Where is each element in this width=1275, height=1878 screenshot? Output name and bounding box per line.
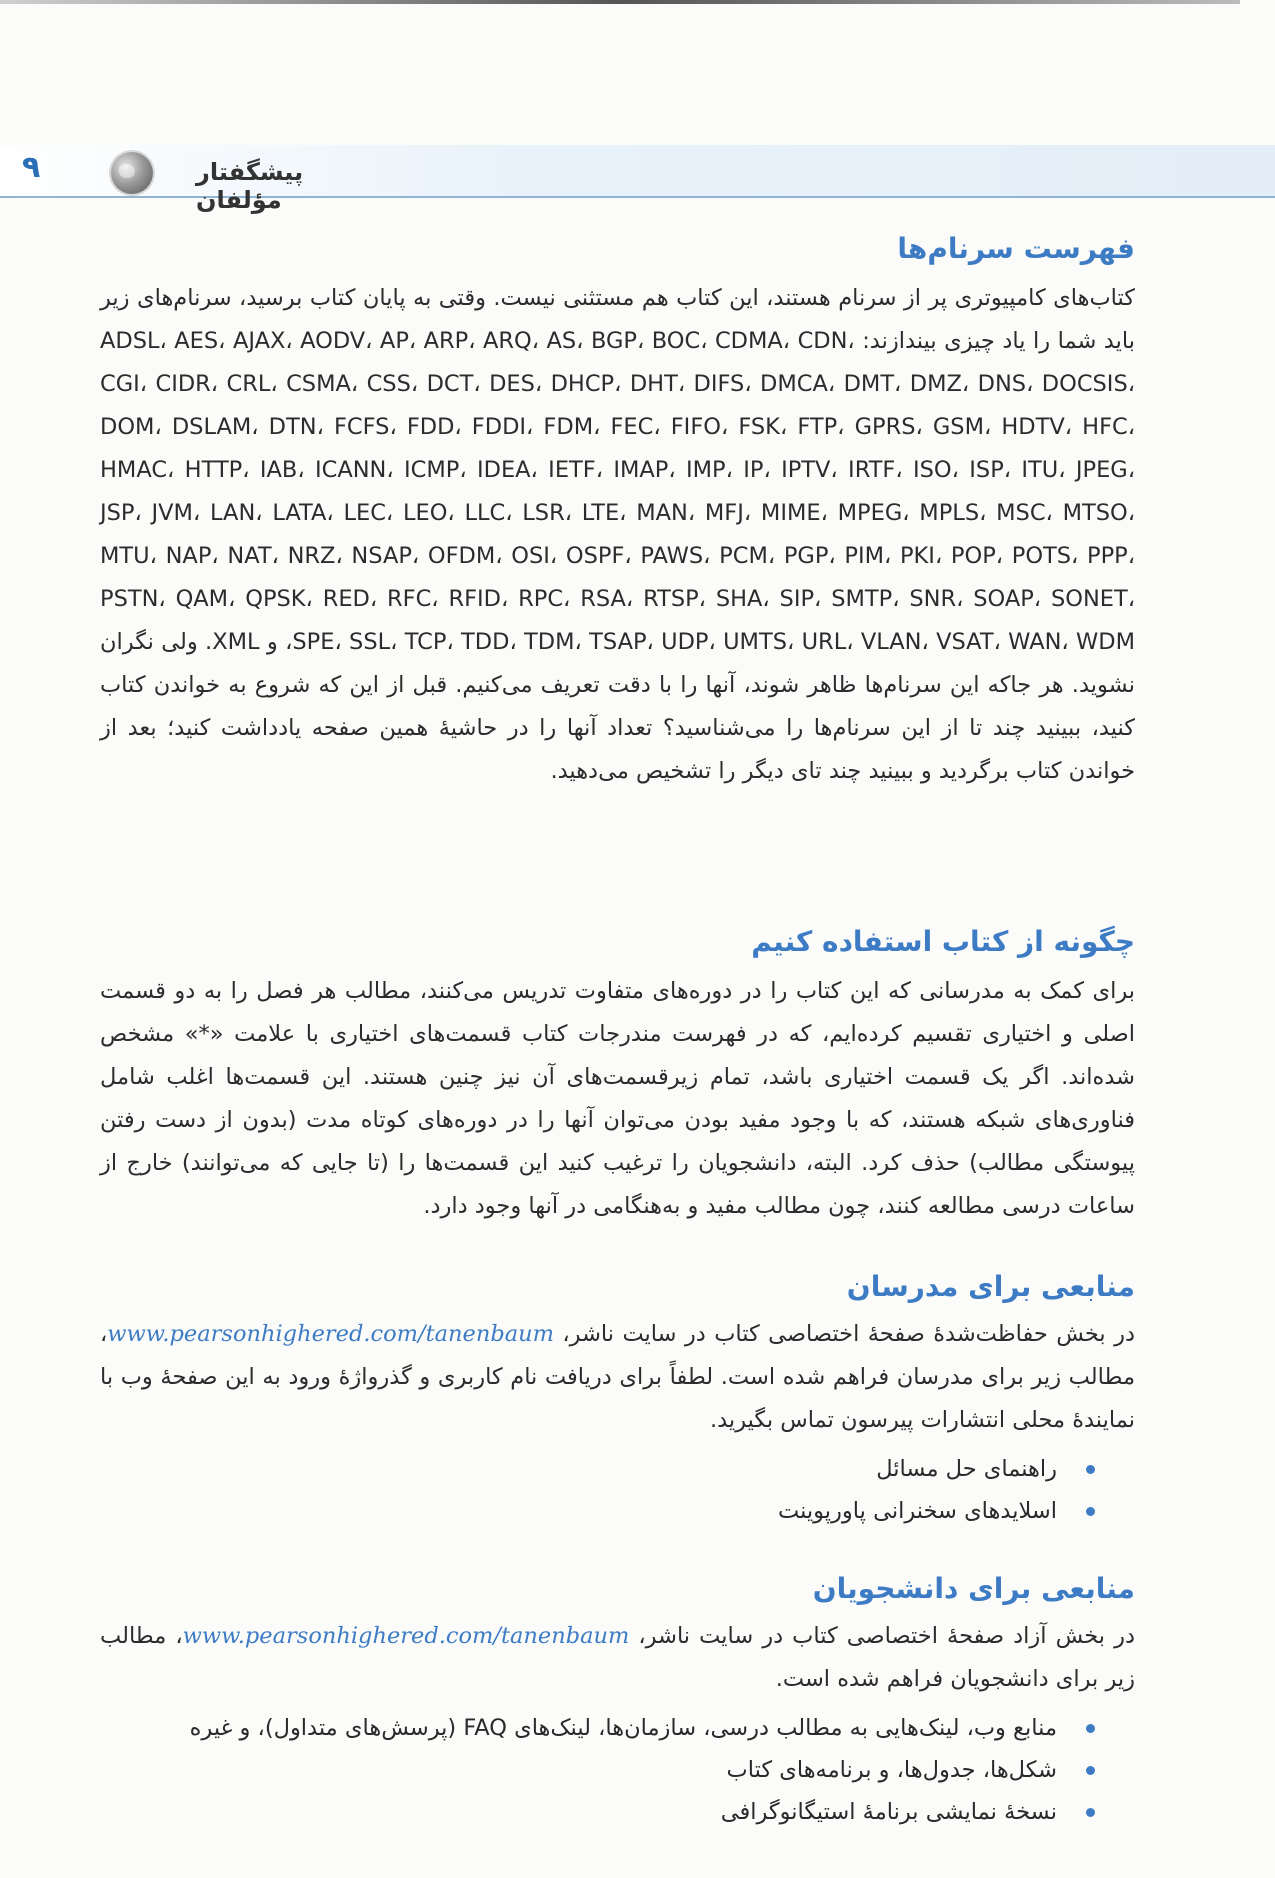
globe-icon [111, 152, 153, 194]
header-divider [0, 196, 1275, 198]
section-how-to-use [100, 925, 1135, 1228]
list-item: منابع وب، لینک‌هایی به مطالب درسی، سازمان‌ها، لینک‌های FAQ (پرسش‌های متداول)، و غیره [100, 1707, 1057, 1749]
header-band [0, 145, 1275, 197]
publisher-url-link[interactable]: www.pearsonhighered.com/tanenbaum [107, 1321, 554, 1347]
instructor-paragraph [100, 1313, 1135, 1442]
section-title: منابعی برای مدرسان [846, 1270, 1135, 1303]
section-student-resources [100, 1572, 1135, 1833]
page-number: ۹ [22, 150, 41, 185]
section-instructor-resources [100, 1270, 1135, 1532]
top-rule [0, 0, 1240, 4]
paragraph-text: ، مطالب زیر برای دانشجویان فراهم شده است. [100, 1623, 1135, 1692]
section-acronyms [100, 232, 1135, 793]
student-resource-list [100, 1707, 1135, 1833]
list-item: شکل‌ها، جدول‌ها، و برنامه‌های کتاب [100, 1749, 1057, 1791]
instructor-resource-list [100, 1448, 1135, 1532]
paragraph-text: کتاب‌های کامپیوتری پر از سرنام هستند، این کتاب هم مستثنی نیست. وقتی به پایان کتاب برسید، سرنام‌های زیر باید شما را یاد چیزی بیندازند: [100, 285, 1135, 354]
paragraph-text: در بخش حفاظت‌شدهٔ صفحهٔ اختصاصی کتاب در سایت ناشر، [553, 1321, 1135, 1347]
list-item: نسخهٔ نمایشی برنامهٔ استیگانوگرافی [100, 1791, 1057, 1833]
student-paragraph [100, 1615, 1135, 1701]
publisher-url-link[interactable]: www.pearsonhighered.com/tanenbaum [182, 1623, 630, 1649]
acronym-list: ADSL، AES، AJAX، AODV، AP، ARP، ARQ، AS، BGP، BOC، CDMA، CDN، CGI، CIDR، CRL، CSMA، CSS، DCT، DES، DHCP، DHT، DIFS، DMCA، DMT، DMZ، DNS، DOCSIS، DOM، DSLAM، DTN، FCFS، FDD، FDDI، FDM، FEC، FIFO، FSK، FTP، GPRS، GSM، HDTV، HFC، HMAC، HTTP، IAB، ICANN، ICMP، IDEA، IETF، IMAP، IMP، IP، IPTV، IRTF، ISO، ISP، ITU، JPEG، JSP، JVM، LAN، LATA، LEC، LEO، LLC، LSR، LTE، MAN، MFJ، MIME، MPEG، MPLS، MSC، MTSO، MTU، NAP، NAT، NRZ، NSAP، OFDM، OSI، OSPF، PAWS، PCM، PGP، PIM، PKI، POP، POTS، PPP، PSTN، QAM، QPSK، RED، RFC، RFID، RPC، RSA، RTSP، SHA، SIP، SMTP، SNR، SOAP، SONET، SPE، SSL، TCP، TDD، TDM، TSAP، UDP، UMTS، URL، VLAN، VSAT، WAN، WDM، و XML [100, 328, 1136, 655]
section-title: چگونه از کتاب استفاده کنیم [751, 925, 1135, 958]
section-title: منابعی برای دانشجویان [812, 1572, 1135, 1605]
paragraph-text: در بخش آزاد صفحهٔ اختصاصی کتاب در سایت ناشر، [629, 1623, 1135, 1649]
paragraph-text: . ولی نگران نشوید. هر جاکه این سرنام‌ها ظاهر شوند، آنها را با دقت تعریف می‌کنیم. قبل از این که شروع به خواندن کتاب کنید، ببینید چند تا از این سرنام‌ها را می‌شناسید؟ تعداد آنها را در حاشیهٔ همین صفحه یادداشت کنید؛ بعد از خواندن کتاب برگردید و ببینید چند تای دیگر را تشخیص می‌دهید. [100, 629, 1135, 784]
running-title: پیشگفتار مؤلفان [196, 158, 304, 214]
list-item: راهنمای حل مسائل [100, 1448, 1057, 1490]
paragraph-text: ، مطالب زیر برای مدرسان فراهم شده است. لطفاً برای دریافت نام کاربری و گذرواژهٔ ورود به این صفحهٔ وب با نمایندهٔ محلی انتشارات پیرسون تماس بگیرید. [100, 1321, 1135, 1433]
acronyms-paragraph [100, 277, 1135, 793]
section-title: فهرست سرنام‌ها [897, 232, 1135, 265]
how-to-use-paragraph: برای کمک به مدرسانی که این کتاب را در دوره‌های متفاوت تدریس می‌کنند، مطالب هر فصل را به دو قسمت اصلی و اختیاری تقسیم کرده‌ایم، که در فهرست مندرجات کتاب قسمت‌های اختیاری با علامت «*» مشخص شده‌اند. اگر یک قسمت اختیاری باشد، تمام زیرقسمت‌های آن نیز چنین هستند. این قسمت‌ها اغلب شامل فناوری‌های شبکه هستند، که با وجود مفید بودن می‌توان آنها را در دوره‌های کوتاه مدت (بدون از دست رفتن پیوستگی مطالب) حذف کرد. البته، دانشجویان را ترغیب کنید این قسمت‌ها را (تا جایی که می‌توانند) خارج از ساعات درسی مطالعه کنند، چون مطالب مفید و به‌هنگامی در آنها وجود دارد. [100, 978, 1135, 1219]
list-item: اسلایدهای سخنرانی پاورپوینت [100, 1490, 1057, 1532]
